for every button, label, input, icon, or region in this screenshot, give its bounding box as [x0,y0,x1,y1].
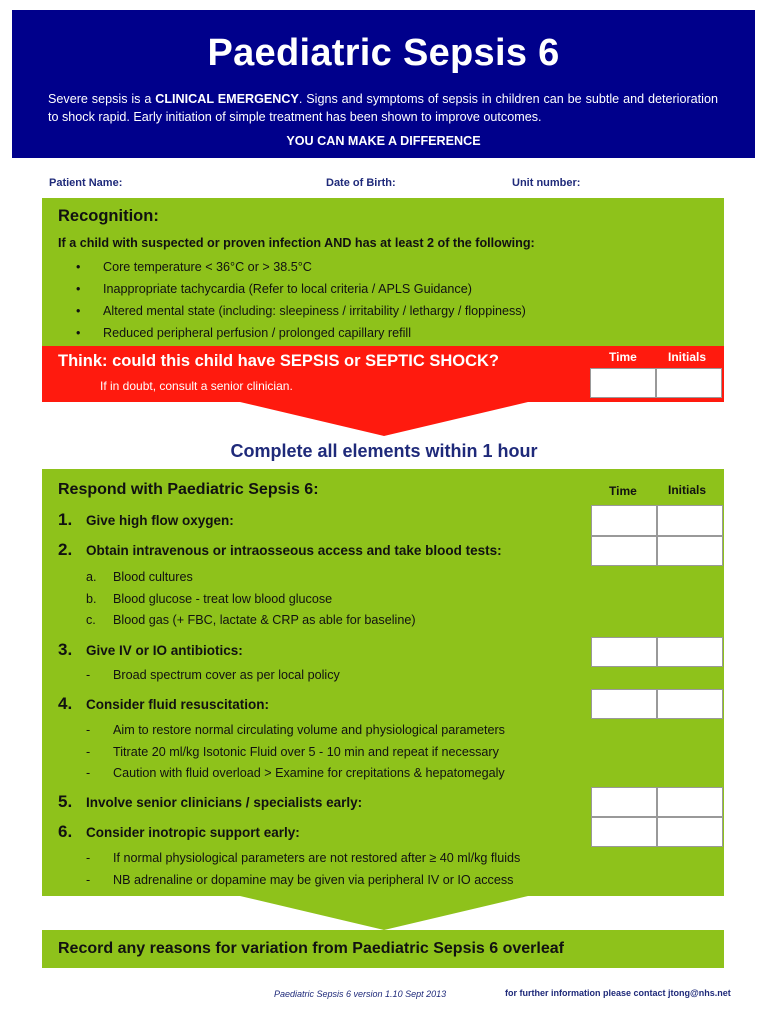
step-3-initials-input[interactable] [657,637,723,667]
intro-emphasis: CLINICAL EMERGENCY [155,92,299,106]
step-label: Obtain intravenous or intraosseous access and take blood tests: [86,543,502,558]
intro-pre: Severe sepsis is a [48,92,156,106]
sub-text: Broad spectrum cover as per local policy [113,668,340,682]
footer-version: Paediatric Sepsis 6 version 1.10 Sept 2013 [274,989,447,999]
step-4-time-input[interactable] [591,689,657,719]
sub-item [86,745,499,759]
sub-item [86,873,513,887]
page-title: Paediatric Sepsis 6 [207,32,560,74]
sub-text: Blood cultures [113,570,193,584]
sub-marker: - [86,745,91,759]
step-number: 2. [58,540,73,559]
recognition-item-text: Altered mental state (including: sleepiness / irritability / lethargy / floppiness) [103,304,526,318]
date-of-birth-label: Date of Birth: [326,177,396,189]
step-number: 1. [58,510,73,529]
sub-text: If normal physiological parameters are not restored after ≥ 40 ml/kg fluids [113,851,521,865]
step-4 [58,694,269,714]
record-banner [42,930,724,968]
sub-text: Caution with fluid overload > Examine for crepitations & hepatomegaly [113,766,505,780]
step-6-time-input[interactable] [591,817,657,847]
sub-item [86,766,505,780]
respond-initials-header: Initials [668,483,707,497]
step-number: 3. [58,640,73,659]
respond-section [42,469,724,896]
recognition-title: Recognition: [58,207,159,225]
down-arrow-icon [240,402,528,436]
bullet-icon: • [76,282,81,296]
step-5-initials-input[interactable] [657,787,723,817]
bullet-icon: • [76,326,81,340]
header-banner [12,10,755,158]
think-section [42,346,724,402]
intro-post: . Signs and symptoms of sepsis in children can be subtle and deterioration to shock rapid. Early initiation of simple treatment has been shown to improve outcomes. [48,92,718,124]
step-5 [58,792,362,812]
sub-marker: a. [86,570,97,584]
patient-name-label: Patient Name: [49,177,123,189]
sub-marker: - [86,668,91,682]
recognition-item [76,282,472,296]
think-title: Think: could this child have SEPSIS or SEPTIC SHOCK? [58,352,499,370]
sub-marker: c. [86,613,96,627]
step-number: 5. [58,792,73,811]
step-2-initials-input[interactable] [657,536,723,566]
step-1 [58,510,234,530]
think-initials-input[interactable] [656,368,722,398]
step-2 [58,540,502,560]
step-label: Give high flow oxygen: [86,513,234,528]
sub-marker: b. [86,592,97,606]
intro-text [48,90,718,126]
step-label: Involve senior clinicians / specialists early: [86,795,363,810]
bullet-icon: • [76,304,81,318]
step-3-time-input[interactable] [591,637,657,667]
step-6 [58,822,300,842]
complete-banner: Complete all elements within 1 hour [230,441,538,461]
respond-time-header: Time [609,484,637,498]
record-text: Record any reasons for variation from Paediatric Sepsis 6 overleaf [58,940,564,957]
step-2-time-input[interactable] [591,536,657,566]
bullet-icon: • [76,260,81,274]
sub-text: Blood gas (+ FBC, lactate & CRP as able for baseline) [113,613,416,627]
recognition-item [76,326,411,340]
step-5-time-input[interactable] [591,787,657,817]
step-label: Give IV or IO antibiotics: [86,643,243,658]
footer-contact: for further information please contact jtong@nhs.net [505,988,731,998]
sub-text: Titrate 20 ml/kg Isotonic Fluid over 5 - 10 min and repeat if necessary [113,745,499,759]
respond-title: Respond with Paediatric Sepsis 6: [58,481,319,498]
recognition-item-text: Core temperature < 36°C or > 38.5°C [103,260,312,274]
think-initials-header: Initials [668,350,707,364]
step-1-time-input[interactable] [591,505,657,536]
step-1-initials-input[interactable] [657,505,723,536]
step-number: 6. [58,822,73,841]
step-label: Consider fluid resuscitation: [86,697,270,712]
sub-marker: - [86,723,91,737]
sub-item [86,613,416,627]
step-4-initials-input[interactable] [657,689,723,719]
sub-text: NB adrenaline or dopamine may be given via peripheral IV or IO access [113,873,514,887]
sub-marker: - [86,873,91,887]
step-number: 4. [58,694,73,713]
recognition-section [42,198,724,346]
down-arrow-icon [240,896,528,930]
sub-item [86,668,340,682]
sub-text: Blood glucose - treat low blood glucose [113,592,333,606]
recognition-item [76,304,526,318]
recognition-item-text: Reduced peripheral perfusion / prolonged capillary refill [103,326,412,340]
think-time-header: Time [609,350,637,364]
step-3 [58,640,243,660]
step-label: Consider inotropic support early: [86,825,300,840]
step-6-initials-input[interactable] [657,817,723,847]
sub-marker: - [86,851,91,865]
recognition-lead: If a child with suspected or proven infection AND has at least 2 of the following: [58,236,535,250]
sub-item [86,851,520,865]
sub-marker: - [86,766,91,780]
unit-number-label: Unit number: [512,177,581,189]
think-time-input[interactable] [590,368,656,398]
recognition-item-text: Inappropriate tachycardia (Refer to local criteria / APLS Guidance) [103,282,472,296]
sub-item [86,592,332,606]
think-subtitle: If in doubt, consult a senior clinician. [100,379,293,393]
sub-item [86,723,505,737]
sub-item [86,570,193,584]
sub-text: Aim to restore normal circulating volume and physiological parameters [113,723,505,737]
recognition-item [76,260,312,274]
slogan: YOU CAN MAKE A DIFFERENCE [286,134,481,148]
